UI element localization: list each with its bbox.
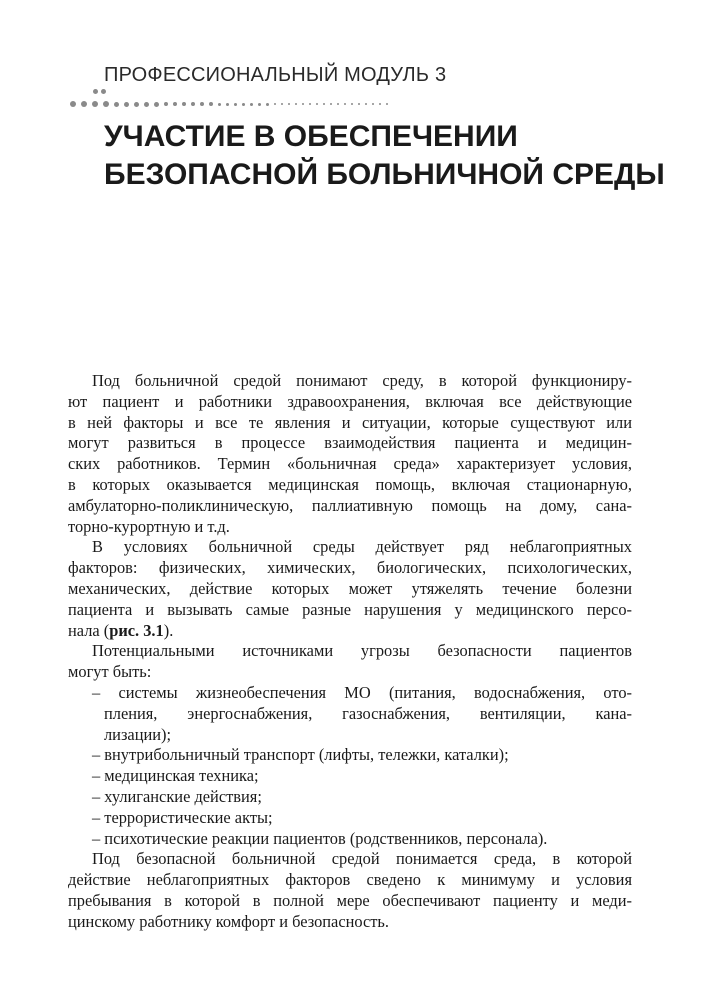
text-line: факторов: физических, химических, биологических, психологических, xyxy=(68,558,632,578)
text-line: – внутрибольничный транспорт (лифты, тележки, каталки); xyxy=(92,745,509,765)
text-line: Под больничной средой понимают среду, в которой функциониру- xyxy=(92,371,632,390)
text-line: В условиях больничной среды действует ряд неблагоприятных xyxy=(92,537,632,557)
paragraph-factors xyxy=(68,537,632,641)
text-line: Под безопасной больничной средой понимается среда, в которой xyxy=(92,849,632,869)
dot-icon xyxy=(103,101,109,107)
chapter-title-line: УЧАСТИЕ В ОБЕСПЕЧЕНИИ xyxy=(104,120,518,153)
dot-icon xyxy=(164,102,168,106)
text-fragment: ). xyxy=(163,620,174,640)
text-line: Потенциальными источниками угрозы безопасности пациентов xyxy=(92,641,632,661)
dot-icon xyxy=(250,103,253,106)
body-text xyxy=(68,371,632,933)
text-line: пления, энергоснабжения, газоснабжения, вентиляции, кана- xyxy=(104,703,632,723)
dot-icon xyxy=(295,103,297,105)
text-line: в которых оказывается медицинская помощь, включая стационарную, xyxy=(68,474,632,494)
dot-icon xyxy=(266,103,269,106)
dot-icon xyxy=(281,103,283,105)
text-line: – системы жизнеобеспечения МО (питания, водоснабжения, ото- xyxy=(92,682,632,702)
dot-icon xyxy=(274,103,276,105)
dot-icon xyxy=(302,103,304,105)
list-item xyxy=(68,787,632,808)
dot-icon xyxy=(114,102,119,107)
text-fragment: нала ( xyxy=(68,620,110,640)
text-line: – психотические реакции пациентов (родственников, персонала). xyxy=(92,828,548,848)
dot-icon xyxy=(93,89,98,94)
text-line: – террористические акты; xyxy=(92,807,273,827)
dot-icon xyxy=(124,102,129,107)
text-line: пациента и вызывать самые разные нарушения у медицинского персо- xyxy=(68,599,632,619)
decorative-dots-row xyxy=(70,101,393,107)
text-line: – медицинская техника; xyxy=(92,766,259,786)
dot-icon xyxy=(330,103,332,105)
dot-icon xyxy=(101,89,106,94)
dot-icon xyxy=(200,102,204,106)
text-line: могут развиться в процессе взаимодействия пациента и медицин- xyxy=(68,433,632,453)
text-line: – хулиганские действия; xyxy=(92,786,262,806)
text-line xyxy=(68,621,632,642)
text-line: ских работников. Термин «больничная среда» характеризует условия, xyxy=(68,454,632,474)
dot-icon xyxy=(365,103,367,105)
dot-icon xyxy=(379,103,381,105)
dot-icon xyxy=(258,103,261,106)
list-item xyxy=(68,683,632,745)
dot-icon xyxy=(182,102,186,106)
figure-reference: рис. 3.1 xyxy=(109,620,164,640)
list-item xyxy=(68,808,632,829)
dot-icon xyxy=(218,103,221,106)
chapter-title-line: БЕЗОПАСНОЙ БОЛЬНИЧНОЙ СРЕДЫ xyxy=(104,158,665,191)
dot-icon xyxy=(81,101,87,107)
text-line: торно-курортную и т.д. xyxy=(68,516,230,536)
dot-icon xyxy=(386,103,388,105)
chapter-title xyxy=(104,118,665,194)
dot-icon xyxy=(288,103,290,105)
module-label: ПРОФЕССИОНАЛЬНЫЙ МОДУЛЬ 3 xyxy=(104,64,447,86)
dot-icon xyxy=(226,103,229,106)
decorative-dots-top xyxy=(93,89,111,94)
dot-icon xyxy=(323,103,325,105)
dot-icon xyxy=(134,102,139,107)
text-line: действие неблагоприятных факторов сведено к минимуму и условия xyxy=(68,870,632,890)
dot-icon xyxy=(344,103,346,105)
list-item xyxy=(68,766,632,787)
dot-icon xyxy=(351,103,353,105)
text-line: механических, действие которых может утяжелять течение болезни xyxy=(68,578,632,598)
dot-icon xyxy=(242,103,245,106)
text-line: цинскому работнику комфорт и безопасность. xyxy=(68,911,389,931)
list-item xyxy=(68,745,632,766)
dot-icon xyxy=(154,102,159,107)
text-line: ют пациент и работники здравоохранения, включая все действующие xyxy=(68,391,632,411)
list-item xyxy=(68,829,632,850)
dot-icon xyxy=(209,102,213,106)
dot-icon xyxy=(144,102,149,107)
paragraph-threats-intro xyxy=(68,641,632,683)
text-line: могут быть: xyxy=(68,662,152,682)
text-line: в ней факторы и все те явления и ситуации, которые существуют или xyxy=(68,412,632,432)
threat-list xyxy=(68,683,632,849)
paragraph-safe-environment xyxy=(68,849,632,932)
paragraph-definition xyxy=(68,371,632,537)
dot-icon xyxy=(337,103,339,105)
dot-icon xyxy=(173,102,177,106)
dot-icon xyxy=(191,102,195,106)
dot-icon xyxy=(92,101,98,107)
text-line: пребывания в которой в полной мере обеспечивают пациенту и меди- xyxy=(68,890,632,910)
dot-icon xyxy=(309,103,311,105)
dot-icon xyxy=(316,103,318,105)
dot-icon xyxy=(70,101,76,107)
dot-icon xyxy=(234,103,237,106)
dot-icon xyxy=(372,103,374,105)
dot-icon xyxy=(358,103,360,105)
text-line: амбулаторно-поликлиническую, паллиативную помощь на дому, сана- xyxy=(68,495,632,515)
text-line: лизации); xyxy=(104,724,172,744)
